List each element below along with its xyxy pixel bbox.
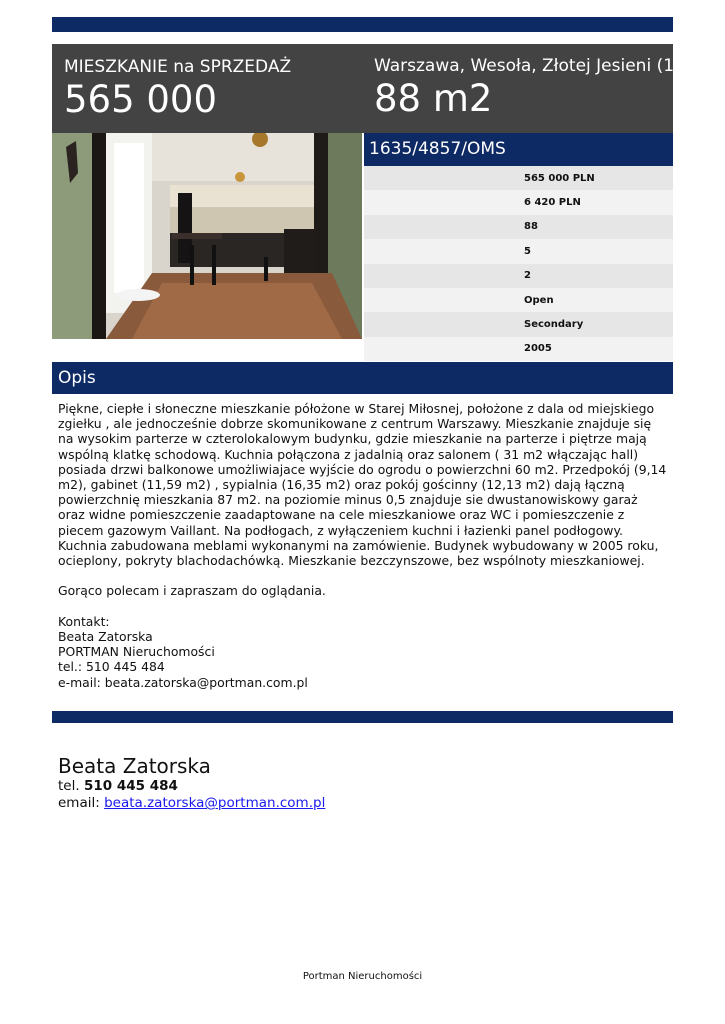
agent-card (58, 754, 325, 812)
spec-value: 6 420 PLN (524, 197, 581, 209)
agent-phone: 510 445 484 (83, 778, 178, 794)
header-left (64, 56, 291, 122)
contact-name: Beata Zatorska (58, 629, 153, 645)
contact-phone: tel.: 510 445 484 (58, 659, 165, 675)
spec-value: 88 (524, 221, 538, 233)
offer-area: 88 m2 (374, 77, 493, 120)
offer-type: MIESZKANIE na SPRZEDAŻ (64, 57, 292, 77)
spec-value: 2005 (524, 343, 552, 355)
agent-phone-line (58, 778, 325, 795)
description-heading: Opis (52, 362, 673, 394)
contact-company: PORTMAN Nieruchomości (58, 644, 215, 660)
spec-row (364, 337, 673, 361)
agent-phone-label: tel. (58, 778, 80, 794)
spec-value: 565 000 PLN (524, 172, 595, 184)
spec-row (364, 215, 673, 239)
agent-email-link[interactable]: beata.zatorska@portman.com.pl (104, 795, 326, 811)
description-body: Piękne, ciepłe i słoneczne mieszkanie półożone w Starej Miłosnej, położone z dala od miejskiego zgiełku , ale jednocześnie dobrze skomunikowane z centrum Warszawy. Mieszkanie znajduje się na wysokim parterze w czterolokalowym budynku, gdzie mieszkanie na parterze i piętrze mają wspólną klatkę schodową. Kuchnia połączona z jadalnią oraz salonem ( 31 m2 włączając hall) posiada drzwi balkonowe umożliwiajace wyjście do ogrodu o powierzchni 60 m2. Przedpokój (9,14 m2), gabinet (11,59 m2) , sypialnia (16,35 m2) oraz pokój gościnny (12,13 m2) dają łączną powierzchnię mieszkania 87 m2. na poziomie minus 0,5 znajduje sie dwustanowiskowy garaż oraz widne pomieszczenie zaadaptowane na cele mieszkaniowe oraz WC i pomieszczenie z piecem gazowym Vaillant. Na podłogach, z wyłączeniem kuchni i łazienki panel podłogowy. Kuchnia zabudowana meblami wykonanymi na zamówienie. Budynek wybudowany w 2005 roku, ocieplony, pokryty blachodachówką. Mieszkanie bezczynszowe, bez wspólnoty mieszkaniowej. (58, 401, 667, 569)
spec-table (364, 166, 673, 361)
footer-company: Portman Nieruchomości (302, 971, 423, 982)
listing-header (52, 44, 681, 133)
property-photo (52, 133, 362, 339)
spec-row (364, 190, 673, 214)
spec-row (364, 239, 673, 263)
kitchen-interior-image (52, 133, 362, 339)
contact-label: Kontakt: (58, 613, 110, 629)
description-section (58, 401, 668, 690)
spec-value: 5 (524, 245, 531, 257)
spec-value: Open (524, 294, 554, 306)
spec-value: 2 (524, 270, 531, 282)
header-right (374, 55, 681, 121)
agent-email-label: email: (58, 795, 100, 811)
reference-number: 1635/4857/OMS (364, 133, 673, 166)
offer-price: 565 000 (64, 78, 218, 121)
contact-email: e-mail: beata.zatorska@portman.com.pl (58, 674, 308, 690)
offer-location: Warszawa, Wesoła, Złotej Jesieni (1) (374, 56, 681, 76)
spec-row (364, 312, 673, 336)
description-recommend: Gorąco polecam i zapraszam do oglądania. (58, 583, 326, 599)
middle-accent-bar (52, 711, 673, 723)
spec-row (364, 166, 673, 190)
spec-row (364, 288, 673, 312)
agent-name: Beata Zatorska (58, 754, 211, 778)
agent-email-line (58, 795, 325, 812)
top-accent-bar (52, 17, 673, 32)
spec-row (364, 264, 673, 288)
spec-value: Secondary (524, 319, 584, 331)
